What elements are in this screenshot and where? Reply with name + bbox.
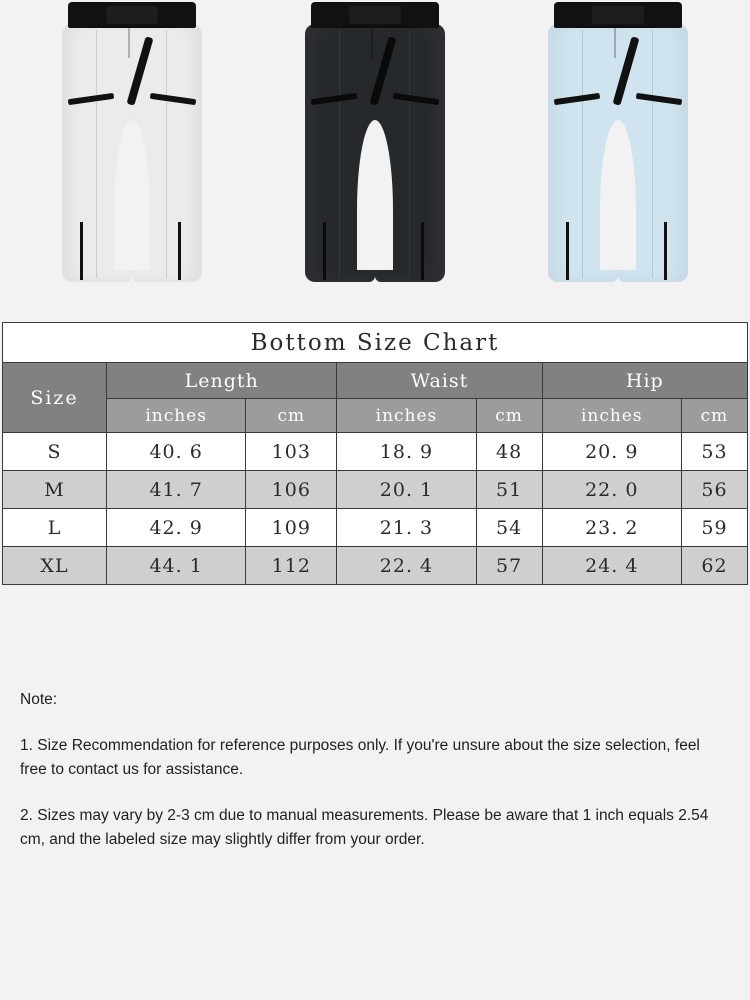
pants-ankle-zipper-left (566, 222, 569, 280)
pants-fly (128, 28, 130, 58)
product-image-row (0, 0, 750, 318)
table-row (3, 547, 748, 585)
pants-waistband (311, 2, 439, 28)
cell-hip-cm: 59 (681, 509, 747, 547)
row-size: L (3, 509, 107, 547)
table-row (3, 433, 748, 471)
cell-hip-inches: 22. 0 (542, 471, 681, 509)
pants-illustration (18, 0, 246, 290)
cell-length-cm: 112 (246, 547, 337, 585)
pants-illustration (261, 0, 489, 290)
cell-hip-cm: 53 (681, 433, 747, 471)
pants-belt-line (88, 26, 174, 34)
header-size: Size (3, 363, 107, 433)
cell-waist-inches: 22. 4 (337, 547, 476, 585)
cell-hip-inches: 23. 2 (542, 509, 681, 547)
cell-hip-cm: 56 (681, 471, 747, 509)
size-chart-group-header-row (3, 363, 748, 399)
header-unit-hip-inches: inches (542, 399, 681, 433)
table-row (3, 509, 748, 547)
size-chart-unit-header-row (3, 399, 748, 433)
product-image-black[interactable] (261, 0, 489, 300)
pants-belt-line (331, 26, 417, 34)
row-size: XL (3, 547, 107, 585)
header-group-length: Length (107, 363, 337, 399)
pants-fly (371, 28, 373, 58)
cell-length-cm: 103 (246, 433, 337, 471)
pants-seam-right (652, 30, 653, 278)
pants-seam-right (166, 30, 167, 278)
cell-waist-inches: 21. 3 (337, 509, 476, 547)
note-item-2: 2. Sizes may vary by 2-3 cm due to manual measurements. Please be aware that 1 inch equals 2.54 cm, and the labeled size may slightly differ from your order. (20, 807, 709, 849)
row-size: S (3, 433, 107, 471)
header-unit-hip-cm: cm (681, 399, 747, 433)
pants-illustration (504, 0, 732, 290)
size-chart-section (0, 322, 750, 585)
header-unit-length-cm: cm (246, 399, 337, 433)
pants-seam-left (582, 30, 583, 278)
pants-ankle-zipper-right (664, 222, 667, 280)
cell-waist-cm: 54 (476, 509, 542, 547)
cell-length-inches: 42. 9 (107, 509, 246, 547)
size-chart-table (2, 322, 748, 585)
pants-fly (614, 28, 616, 58)
cell-waist-cm: 51 (476, 471, 542, 509)
header-unit-length-inches: inches (107, 399, 246, 433)
size-chart-title: Bottom Size Chart (3, 323, 748, 363)
pants-belt-line (574, 26, 660, 34)
product-image-white[interactable] (18, 0, 246, 300)
pants-ankle-zipper-left (80, 222, 83, 280)
cell-length-inches: 41. 7 (107, 471, 246, 509)
notes-section (20, 688, 720, 874)
header-unit-waist-cm: cm (476, 399, 542, 433)
pants-waistband (554, 2, 682, 28)
header-unit-waist-inches: inches (337, 399, 476, 433)
row-size: M (3, 471, 107, 509)
cell-waist-cm: 48 (476, 433, 542, 471)
cell-hip-inches: 24. 4 (542, 547, 681, 585)
cell-length-cm: 109 (246, 509, 337, 547)
pants-seam-right (409, 30, 410, 278)
header-group-hip: Hip (542, 363, 747, 399)
cell-length-cm: 106 (246, 471, 337, 509)
header-group-waist: Waist (337, 363, 542, 399)
cell-waist-inches: 20. 1 (337, 471, 476, 509)
cell-length-inches: 44. 1 (107, 547, 246, 585)
cell-waist-cm: 57 (476, 547, 542, 585)
pants-seam-left (96, 30, 97, 278)
cell-length-inches: 40. 6 (107, 433, 246, 471)
note-item-1: 1. Size Recommendation for reference purposes only. If you're unsure about the size selection, feel free to contact us for assistance. (20, 737, 700, 779)
pants-waistband (68, 2, 196, 28)
size-chart-title-row (3, 323, 748, 363)
notes-heading: Note: (20, 691, 58, 708)
pants-ankle-zipper-right (421, 222, 424, 280)
pants-ankle-zipper-left (323, 222, 326, 280)
cell-waist-inches: 18. 9 (337, 433, 476, 471)
pants-seam-left (339, 30, 340, 278)
pants-ankle-zipper-right (178, 222, 181, 280)
cell-hip-cm: 62 (681, 547, 747, 585)
cell-hip-inches: 20. 9 (542, 433, 681, 471)
product-image-light-blue[interactable] (504, 0, 732, 300)
table-row (3, 471, 748, 509)
